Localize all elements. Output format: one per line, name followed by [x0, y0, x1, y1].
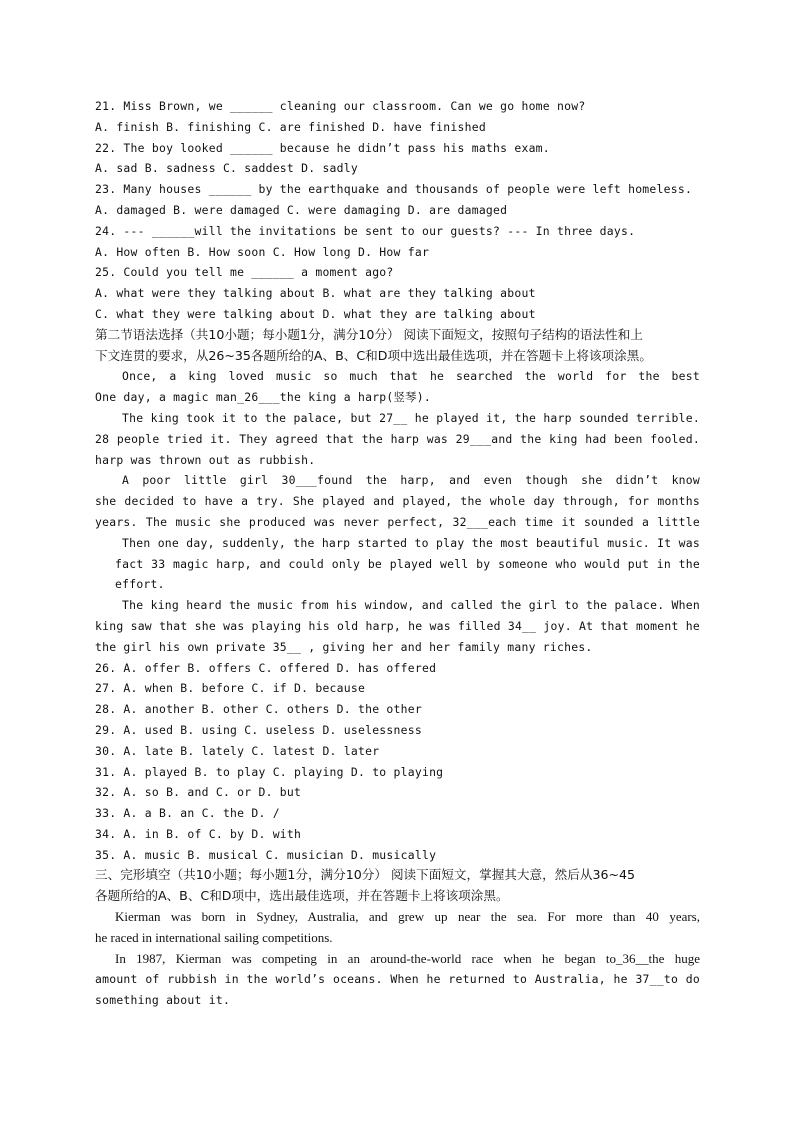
text-line: the girl his own private 35__ , giving her and her family many riches.: [95, 639, 593, 654]
text-line: harp was thrown out as rubbish.: [95, 452, 316, 467]
text-line: fact 33 magic harp, and could only be played well by someone who would put in the: [115, 556, 700, 571]
text-line: years. The music she produced was never perfect, 32___each time it sounded a little: [95, 514, 700, 529]
text-line: 31. A. played B. to play C. playing D. to playing: [95, 764, 444, 779]
text-line: 34. A. in B. of C. by D. with: [95, 826, 302, 841]
text-line: A. How often B. How soon C. How long D. How far: [95, 244, 430, 259]
text-line: 各题所给的A、B、C和D项中，选出最佳选项，并在答题卡上将该项涂黑。: [95, 888, 509, 904]
text-line: king saw that she was playing his old harp, he was filled 34__ joy. At that moment he: [95, 618, 700, 633]
text-line: 32. A. so B. and C. or D. but: [95, 785, 302, 800]
text-line: 三、完形填空（共10小题；每小题1分，满分10分） 阅读下面短文，掌握其大意，然后从36~45: [95, 867, 636, 883]
text-line: 第二节语法选择（共10小题；每小题1分，满分10分） 阅读下面短文，按照句子结构的语法性和上: [95, 326, 643, 342]
text-line: One day, a magic man_26___the king a harp(竖琴).: [95, 390, 432, 405]
text-line: A. damaged B. were damaged C. were damaging D. are damaged: [95, 202, 508, 217]
text-line: 26. A. offer B. offers C. offered D. has offered: [95, 660, 437, 675]
text-line: 28. A. another B. other C. others D. the other: [95, 702, 422, 717]
text-line: something about it.: [95, 993, 231, 1008]
text-line: 28 people tried it. They agreed that the harp was 29___and the king had been fooled.: [95, 431, 700, 446]
text-line: The king took it to the palace, but 27__ he played it, the harp sounded terrible.: [122, 410, 700, 425]
text-line: The king heard the music from his window, and called the girl to the palace. When: [122, 598, 700, 613]
text-line: 22. The boy looked ______ because he didn’t pass his maths exam.: [95, 140, 550, 155]
text-line: Then one day, suddenly, the harp started to play the most beautiful music. It was: [122, 535, 700, 550]
text-line: 33. A. a B. an C. the D. /: [95, 806, 280, 821]
document-body: [95, 96, 700, 1011]
text-line: 35. A. music B. musical C. musician D. musically: [95, 847, 437, 862]
text-line: A. what were they talking about B. what are they talking about: [95, 286, 536, 301]
text-line: C. what they were talking about D. what they are talking about: [95, 306, 536, 321]
text-line: In 1987, Kierman was competing in an around-the-world race when he began to_36__the huge: [115, 950, 700, 966]
text-line: A. sad B. sadness C. saddest D. sadly: [95, 161, 358, 176]
text-line: 25. Could you tell me ______ a moment ago?: [95, 265, 394, 280]
text-line: 下文连贯的要求，从26~35各题所给的A、B、C和D项中选出最佳选项，并在答题卡上将该项涂黑。: [95, 347, 652, 363]
text-line: 24. --- ______will the invitations be sent to our guests? --- In three days.: [95, 223, 636, 238]
text-line: 23. Many houses ______ by the earthquake and thousands of people were left homeless.: [95, 182, 693, 197]
text-line: 27. A. when B. before C. if D. because: [95, 681, 366, 696]
text-line: 30. A. late B. lately C. latest D. later: [95, 743, 380, 758]
text-line: amount of rubbish in the world’s oceans. When he returned to Australia, he 37__to do: [95, 972, 700, 987]
text-line: he raced in international sailing competitions.: [95, 929, 333, 945]
text-line: 21. Miss Brown, we ______ cleaning our classroom. Can we go home now?: [95, 99, 586, 113]
text-line: A. finish B. finishing C. are finished D. have finished: [95, 119, 486, 134]
text-line: Kierman was born in Sydney, Australia, and grew up near the sea. For more than 40 years,: [115, 909, 700, 925]
text-line: she decided to have a try. She played and played, the whole day through, for months: [95, 494, 700, 509]
text-line: 29. A. used B. using C. useless D. uselessness: [95, 722, 422, 737]
text-line: effort.: [115, 577, 165, 592]
text-line: A poor little girl 30___found the harp, and even though she didn’t know: [122, 473, 700, 488]
text-line: Once, a king loved music so much that he searched the world for the best: [122, 369, 700, 384]
